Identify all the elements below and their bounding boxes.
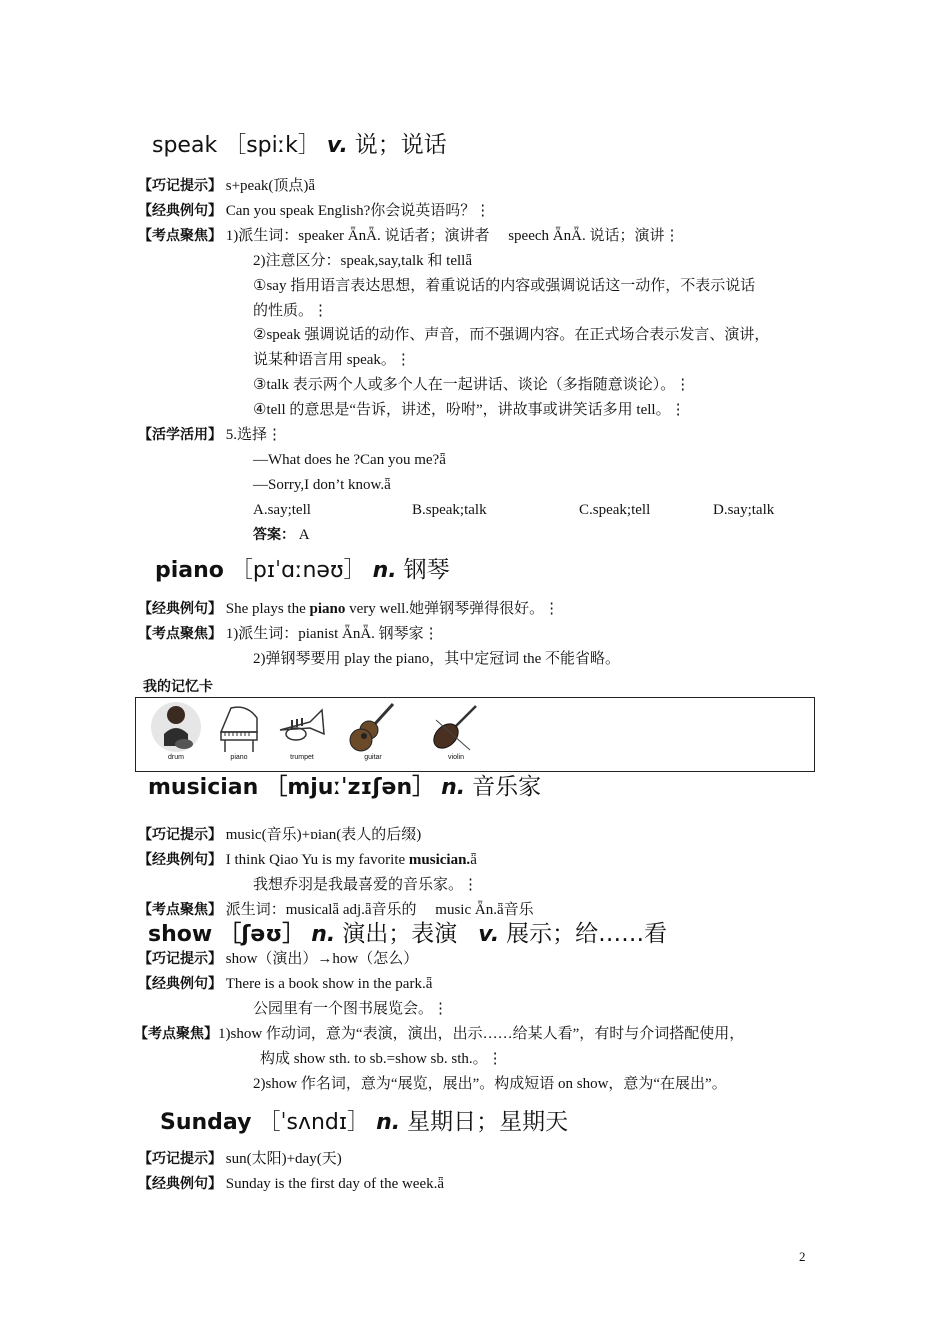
example-pre: She plays the bbox=[225, 601, 310, 617]
musician-focus-row bbox=[138, 901, 534, 919]
speak-focus-2: 2)注意区分：speak,say,talk 和 tellǟ bbox=[253, 253, 472, 269]
headword-musician bbox=[148, 773, 541, 802]
tips-label: 【巧记提示】 bbox=[138, 178, 222, 194]
item-label: piano bbox=[230, 754, 248, 761]
answer-row bbox=[253, 526, 310, 544]
meaning-2: 展示；给……看 bbox=[506, 921, 668, 947]
piano-icon bbox=[213, 700, 265, 754]
option-d: D.say;talk bbox=[713, 502, 775, 518]
memory-item bbox=[146, 700, 206, 762]
focus-label: 【考点聚焦】 bbox=[138, 228, 222, 244]
speak-tips-row bbox=[138, 177, 315, 195]
speak-note-1b: 的性质。⋮ bbox=[253, 303, 329, 319]
focus-text: 1)派生词：speaker ǞnǞ. 说话者；演讲者 speech ǞnǞ. 说话；演讲⋮ bbox=[225, 228, 680, 244]
memory-item bbox=[343, 700, 403, 762]
tips-label: 【巧记提示】 bbox=[138, 1151, 222, 1167]
practice-question: 5.选择⋮ bbox=[225, 427, 283, 443]
headword-text: Sunday bbox=[160, 1110, 252, 1135]
example-text: There is a book show in the park.ǟ bbox=[225, 976, 433, 992]
musician-example-cn: 我想乔羽是我最喜爱的音乐家。⋮ bbox=[253, 877, 479, 893]
show-focus-row bbox=[134, 1025, 744, 1043]
option-c: C.speak;tell bbox=[579, 502, 651, 518]
phonetic: ［spiːk］ bbox=[224, 133, 320, 158]
sunday-tips-row bbox=[138, 1150, 342, 1168]
show-example-cn: 公园里有一个图书展览会。⋮ bbox=[253, 1001, 449, 1017]
memory-card bbox=[135, 697, 815, 772]
part-of-speech: v. bbox=[326, 133, 348, 158]
piano-example-row bbox=[138, 600, 559, 618]
show-focus-1b: 构成 show sth. to sb.=show sb. sth.。⋮ bbox=[260, 1051, 503, 1067]
option-b: B.speak;talk bbox=[412, 502, 487, 518]
dialog-line-1: —What does he ?Can you me?ǟ bbox=[253, 452, 446, 468]
dialog-line-2: —Sorry,I don’t know.ǟ bbox=[253, 477, 391, 493]
tips-text: sun(太阳)+day(天) bbox=[225, 1151, 342, 1167]
part-of-speech: n. bbox=[441, 775, 466, 800]
trumpet-icon bbox=[276, 700, 328, 754]
musician-example-row bbox=[138, 851, 477, 869]
speak-focus-row bbox=[138, 227, 679, 245]
drum-icon bbox=[150, 700, 202, 754]
meaning: 星期日；星期天 bbox=[407, 1109, 569, 1135]
focus-text: 派生词：musicalǟ adj.ǟ音乐的 music Ǟn.ǟ音乐 bbox=[225, 902, 534, 918]
phonetic: ［pɪˈɑːnəʊ］ bbox=[230, 558, 366, 583]
meaning: 说；说话 bbox=[354, 132, 447, 158]
headword-sunday bbox=[160, 1108, 568, 1137]
tips-label: 【巧记提示】 bbox=[138, 951, 222, 967]
example-label: 【经典例句】 bbox=[138, 203, 222, 219]
phonetic: ［mjuːˈzɪʃən］ bbox=[265, 775, 435, 800]
speak-note-2a: ②speak 强调说话的动作、声音，而不强调内容。在正式场合表示发言、演讲， bbox=[253, 327, 770, 343]
part-of-speech: n. bbox=[372, 558, 397, 583]
speak-practice-row bbox=[138, 426, 282, 444]
option-a: A.say;tell bbox=[253, 502, 311, 518]
meaning: 钢琴 bbox=[403, 557, 450, 583]
memory-item bbox=[272, 700, 332, 762]
example-text: Sunday is the first day of the week.ǟ bbox=[225, 1176, 445, 1192]
example-bold: musician. bbox=[408, 852, 471, 868]
focus-text: 1)派生词：pianist ǞnǞ. 钢琴家⋮ bbox=[225, 626, 439, 642]
phonetic: ［ʃəʊ］ bbox=[219, 922, 305, 947]
focus-text: 1)show 作动词，意为“表演，演出，出示……给某人看”，有时与介词搭配使用， bbox=[218, 1026, 745, 1042]
speak-note-4: ④tell 的意思是“告诉，讲述，吩咐”，讲故事或讲笑话多用 tell。⋮ bbox=[253, 402, 686, 418]
example-bold: piano bbox=[309, 601, 346, 617]
page-number: 2 bbox=[799, 1249, 806, 1264]
headword-text: speak bbox=[152, 133, 218, 158]
headword-piano bbox=[155, 556, 450, 585]
headword-text: piano bbox=[155, 558, 224, 583]
item-label: violin bbox=[448, 754, 464, 761]
example-post: ǟ bbox=[470, 852, 477, 868]
example-text: Can you speak English?你会说英语吗？⋮ bbox=[225, 203, 491, 219]
speak-note-2b: 说某种语言用 speak。⋮ bbox=[253, 352, 411, 368]
part-of-speech-2: v. bbox=[478, 922, 500, 947]
phonetic: ［ˈsʌndɪ］ bbox=[258, 1110, 370, 1135]
memory-item bbox=[209, 700, 269, 762]
tips-text: music(音乐)+ɒian(表人的后缀) bbox=[225, 827, 422, 843]
part-of-speech: n. bbox=[311, 922, 336, 947]
headword-speak bbox=[152, 131, 447, 160]
speak-example-row bbox=[138, 202, 490, 220]
example-label: 【经典例句】 bbox=[138, 976, 222, 992]
headword-text: musician bbox=[148, 775, 259, 800]
item-label: trumpet bbox=[290, 754, 314, 761]
tips-text: s+peak(顶点)ǟ bbox=[225, 178, 316, 194]
meaning: 音乐家 bbox=[472, 774, 542, 800]
speak-note-3: ③talk 表示两个人或多个人在一起讲话、谈论（多指随意谈论）。⋮ bbox=[253, 377, 691, 393]
headword-text: show bbox=[148, 922, 213, 947]
focus-label: 【考点聚焦】 bbox=[138, 626, 222, 642]
show-tips-row bbox=[138, 950, 418, 968]
speak-note-1a: ①say 指用语言表达思想，着重说话的内容或强调说话这一动作，不表示说话 bbox=[253, 278, 756, 294]
tips-label: 【巧记提示】 bbox=[138, 827, 222, 843]
show-focus-2: 2)show 作名词，意为“展览，展出”。构成短语 on show，意为“在展出”。 bbox=[253, 1076, 727, 1092]
part-of-speech: n. bbox=[376, 1110, 401, 1135]
example-label: 【经典例句】 bbox=[138, 852, 222, 868]
item-label: guitar bbox=[364, 754, 382, 761]
answer-text: A bbox=[298, 527, 310, 543]
guitar-icon bbox=[347, 700, 399, 754]
example-pre: I think Qiao Yu is my favorite bbox=[225, 852, 409, 868]
example-label: 【经典例句】 bbox=[138, 1176, 222, 1192]
piano-focus-2: 2)弹钢琴要用 play the piano，其中定冠词 the 不能省略。 bbox=[253, 651, 621, 667]
item-label: drum bbox=[168, 754, 184, 761]
violin-icon bbox=[430, 700, 482, 754]
piano-focus-row bbox=[138, 625, 439, 643]
answer-label: 答案： bbox=[253, 527, 295, 543]
focus-label: 【考点聚焦】 bbox=[138, 902, 222, 918]
show-example-row bbox=[138, 975, 432, 993]
practice-label: 【活学活用】 bbox=[138, 427, 222, 443]
sunday-example-row bbox=[138, 1175, 444, 1193]
tips-text: show（演出）→how（怎么） bbox=[225, 951, 419, 967]
example-label: 【经典例句】 bbox=[138, 601, 222, 617]
focus-label: 【考点聚焦】 bbox=[134, 1026, 218, 1042]
memory-card-title: 我的记忆卡 bbox=[143, 679, 213, 695]
example-post: very well.她弹钢琴弹得很好。⋮ bbox=[345, 601, 560, 617]
meaning: 演出；表演 bbox=[342, 921, 458, 947]
musician-tips-row bbox=[138, 826, 421, 844]
memory-item bbox=[426, 700, 486, 762]
headword-show bbox=[148, 920, 667, 949]
